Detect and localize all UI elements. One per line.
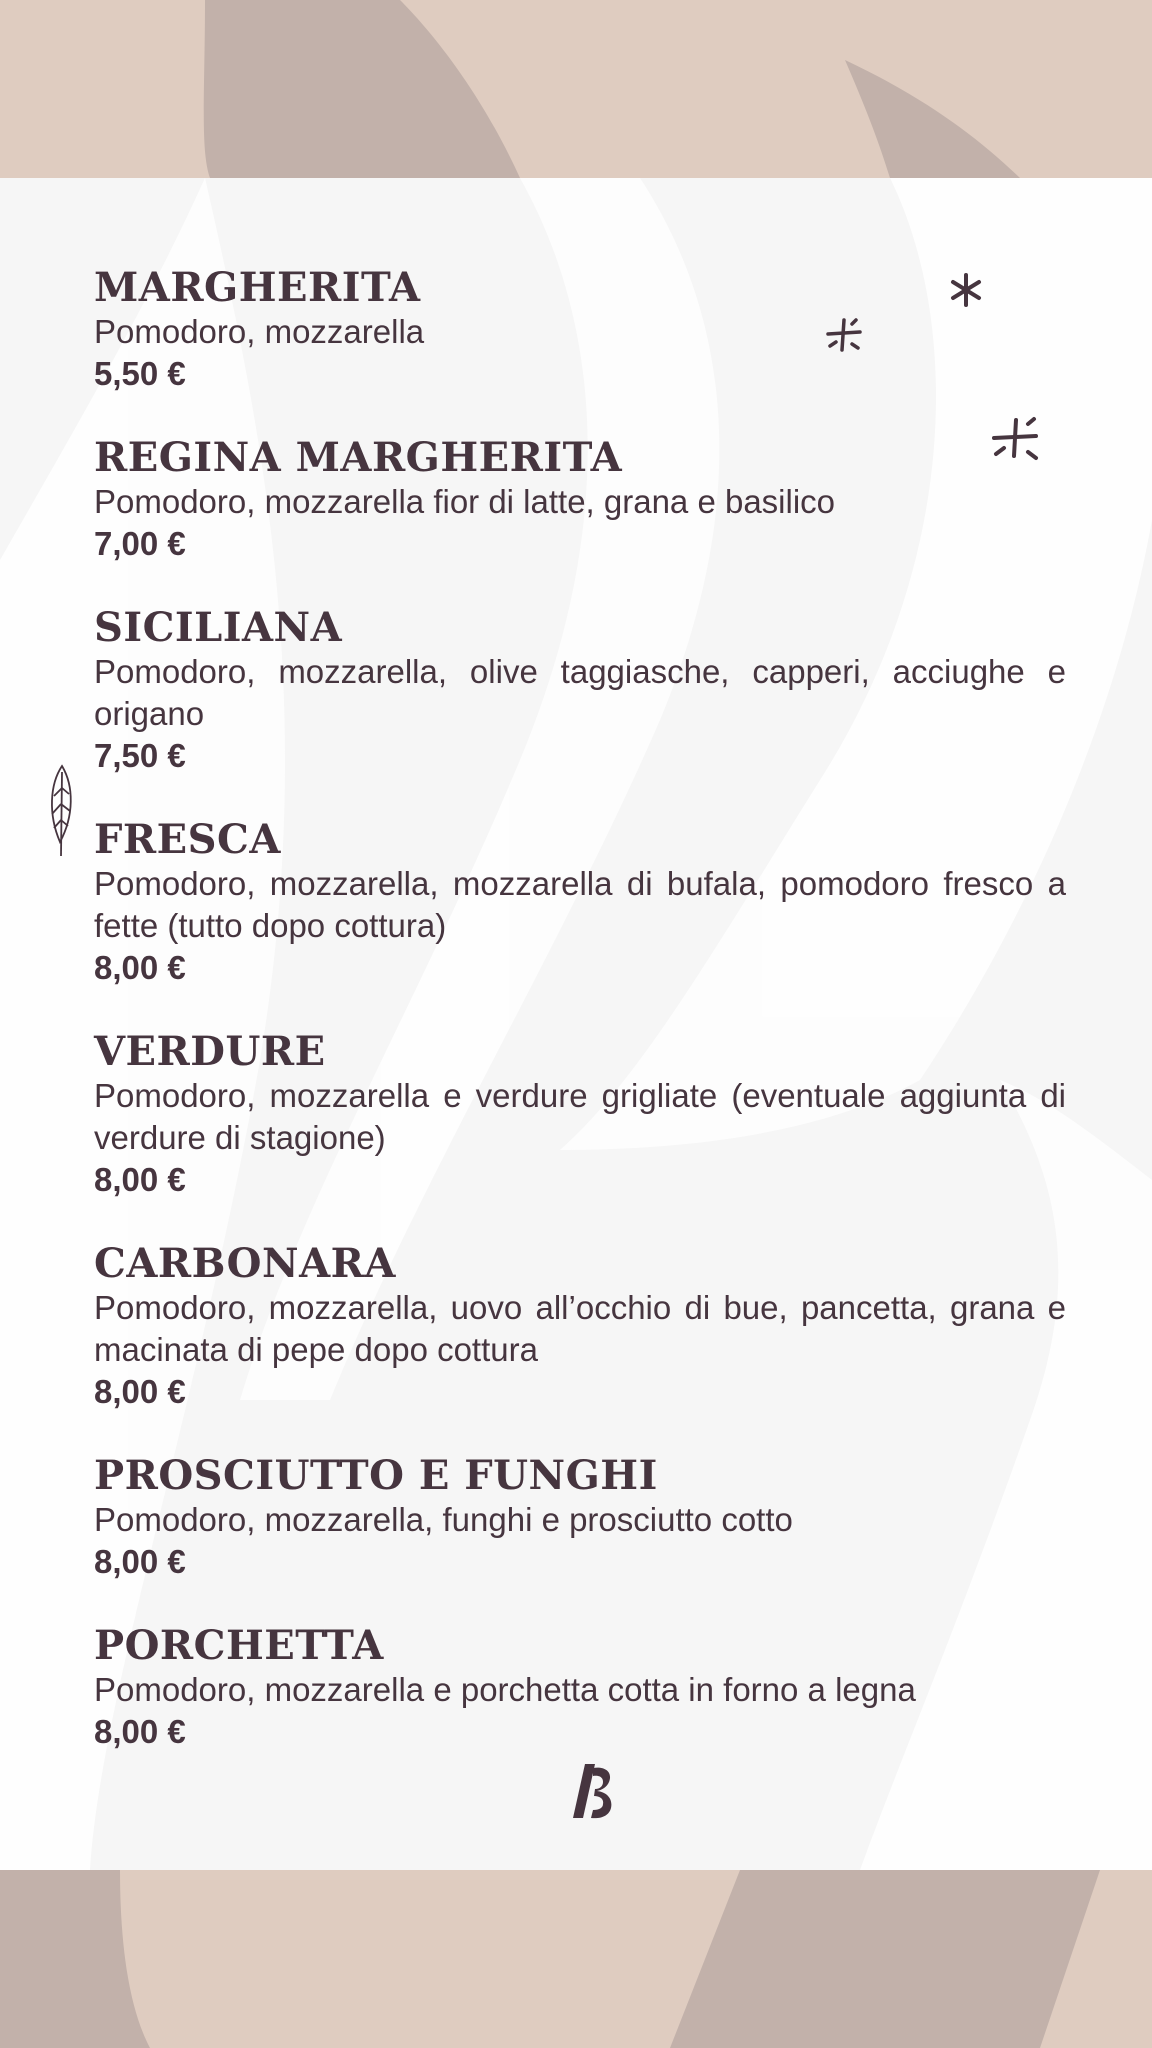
- item-description: Pomodoro, mozzarella, olive taggiasche, capperi, acciughe e origano: [94, 653, 1066, 732]
- item-price: 7,00 €: [94, 525, 186, 562]
- sparkle-icon: [988, 416, 1044, 464]
- item-price: 8,00 €: [94, 949, 186, 986]
- item-price: 8,00 €: [94, 1543, 186, 1580]
- item-name: CARBONARA: [94, 1240, 396, 1287]
- item-description: Pomodoro, mozzarella, funghi e prosciutto cotto: [94, 1501, 793, 1538]
- item-name: REGINA MARGHERITA: [94, 434, 623, 481]
- menu-item-siciliana: [94, 605, 1066, 777]
- menu-item-margherita: [94, 265, 1066, 395]
- item-price: 8,00 €: [94, 1713, 186, 1750]
- item-description: Pomodoro, mozzarella, uovo all’occhio di bue, pancetta, grana e macinata di pepe dopo cottura: [94, 1289, 1066, 1368]
- menu-item-carbonara: [94, 1241, 1066, 1413]
- menu-item-fresca: [94, 817, 1066, 989]
- item-name: VERDURE: [94, 1028, 326, 1075]
- item-description: Pomodoro, mozzarella: [94, 313, 425, 350]
- menu-item-regina-margherita: [94, 435, 1066, 565]
- leaf-icon: [46, 764, 78, 858]
- item-price: 8,00 €: [94, 1161, 186, 1198]
- sparkle-icon: [822, 316, 866, 356]
- item-description: Pomodoro, mozzarella fior di latte, grana e basilico: [94, 483, 836, 520]
- item-price: 8,00 €: [94, 1373, 186, 1410]
- item-description: Pomodoro, mozzarella, mozzarella di bufala, pomodoro fresco a fette (tutto dopo cottura): [94, 865, 1066, 944]
- item-name: SICILIANA: [94, 604, 343, 651]
- item-name: FRESCA: [94, 816, 281, 863]
- restaurant-logo-icon: [571, 1762, 619, 1820]
- item-name: PROSCIUTTO E FUNGHI: [94, 1452, 658, 1499]
- item-price: 7,50 €: [94, 737, 186, 774]
- item-name: MARGHERITA: [94, 264, 421, 311]
- item-price: 5,50 €: [94, 355, 186, 392]
- pizza-menu: [94, 265, 1066, 1793]
- item-description: Pomodoro, mozzarella e verdure grigliate (eventuale aggiunta di verdure di stagione): [94, 1077, 1066, 1156]
- menu-item-prosciutto-e-funghi: [94, 1453, 1066, 1583]
- menu-item-porchetta: [94, 1623, 1066, 1753]
- asterisk-icon: [948, 272, 984, 308]
- item-description: Pomodoro, mozzarella e porchetta cotta in forno a legna: [94, 1671, 916, 1708]
- item-name: PORCHETTA: [94, 1622, 384, 1669]
- menu-item-verdure: [94, 1029, 1066, 1201]
